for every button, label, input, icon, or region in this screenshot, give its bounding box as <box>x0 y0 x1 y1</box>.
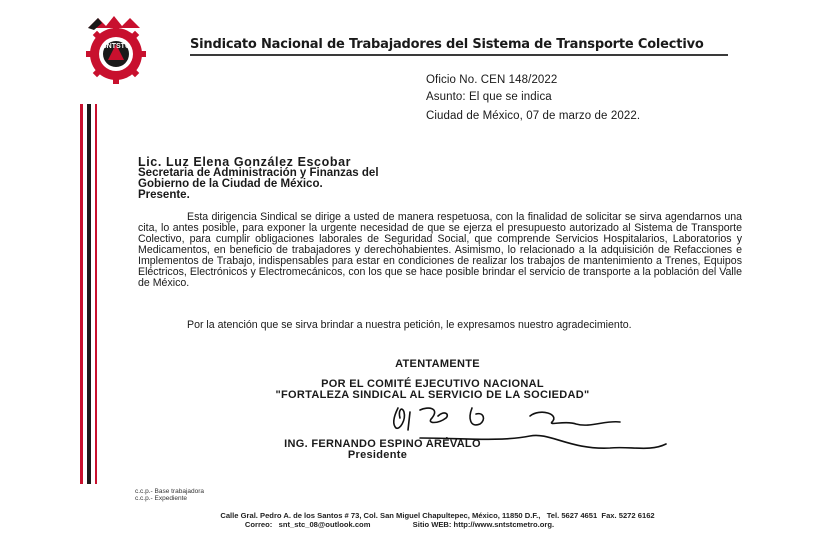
addressee-line-3: Presente. <box>138 189 190 201</box>
margin-bar-red-thin <box>95 104 97 484</box>
union-name: Sindicato Nacional de Trabajadores del Sistema de Transporte Colectivo <box>190 37 704 52</box>
logo-text: SNTSTC <box>102 43 130 50</box>
letter-date: Ciudad de México, 07 de marzo de 2022. <box>426 110 641 122</box>
margin-bar-black <box>87 104 91 484</box>
signer-name: ING. FERNANDO ESPINO ARÉVALO <box>284 438 481 450</box>
footer-contact: Correo: snt_stc_08@outlook.com Sitio WEB: http://www.sntstcmetro.org. <box>244 520 555 529</box>
oficio-number: Oficio No. CEN 148/2022 <box>426 74 558 86</box>
closing-salutation: ATENTAMENTE <box>395 358 480 370</box>
addressee-line-1: Secretaria de Administración y Finanzas del <box>138 167 379 179</box>
body-paragraph-1: Esta dirigencia Sindical se dirige a usted de manera respetuosa, con la finalidad de solicitar se sirva agendarnos una cita, lo antes posible, para exponer la urgente necesidad de que se ejerza el presupuesto autorizado al Sistema de Transporte Colectivo, para cumplir obligaciones laborales de Seguridad Social, que comprende Servicios Hospitalarios, Laboratorios y Medicamentos, en beneficio de trabajadores y derechohabientes. Asimismo, lo relacionado a la adquisición de Refacciones e Implementos de Trabajo, indispensables para estar en condiciones de realizar los trabajos de mantenimiento a Trenes, Equipos Eléctricos, Electrónicos y Electromecánicos, con los que se hace posible brindar el servicio de transporte a la población del Valle de México. <box>138 211 742 289</box>
title-underline <box>190 54 728 56</box>
signer-role: Presidente <box>347 449 408 461</box>
addressee-name: Lic. Luz Elena González Escobar <box>138 155 352 169</box>
ccp-line-1: c.c.p.- Base trabajadora <box>135 488 205 495</box>
asunto: Asunto: El que se indica <box>426 91 552 103</box>
margin-bar-red <box>80 104 83 484</box>
ccp-line-2: c.c.p.- Expediente <box>135 495 188 502</box>
union-motto: "FORTALEZA SINDICAL AL SERVICIO DE LA SOCIEDAD" <box>275 389 590 401</box>
union-logo <box>68 14 164 84</box>
body-paragraph-2: Por la atención que se sirva brindar a nuestra petición, le expresamos nuestro agradecimiento. <box>187 319 632 331</box>
addressee-line-2: Gobierno de la Ciudad de México. <box>138 178 323 190</box>
committee-line: POR EL COMITÉ EJECUTIVO NACIONAL <box>321 378 544 390</box>
footer-address: Calle Gral. Pedro A. de los Santos # 73, Col. San Miguel Chapultepec, México, 11850 D.F., Tel. 5627 4651 Fax. 5272 6162 <box>220 511 655 520</box>
